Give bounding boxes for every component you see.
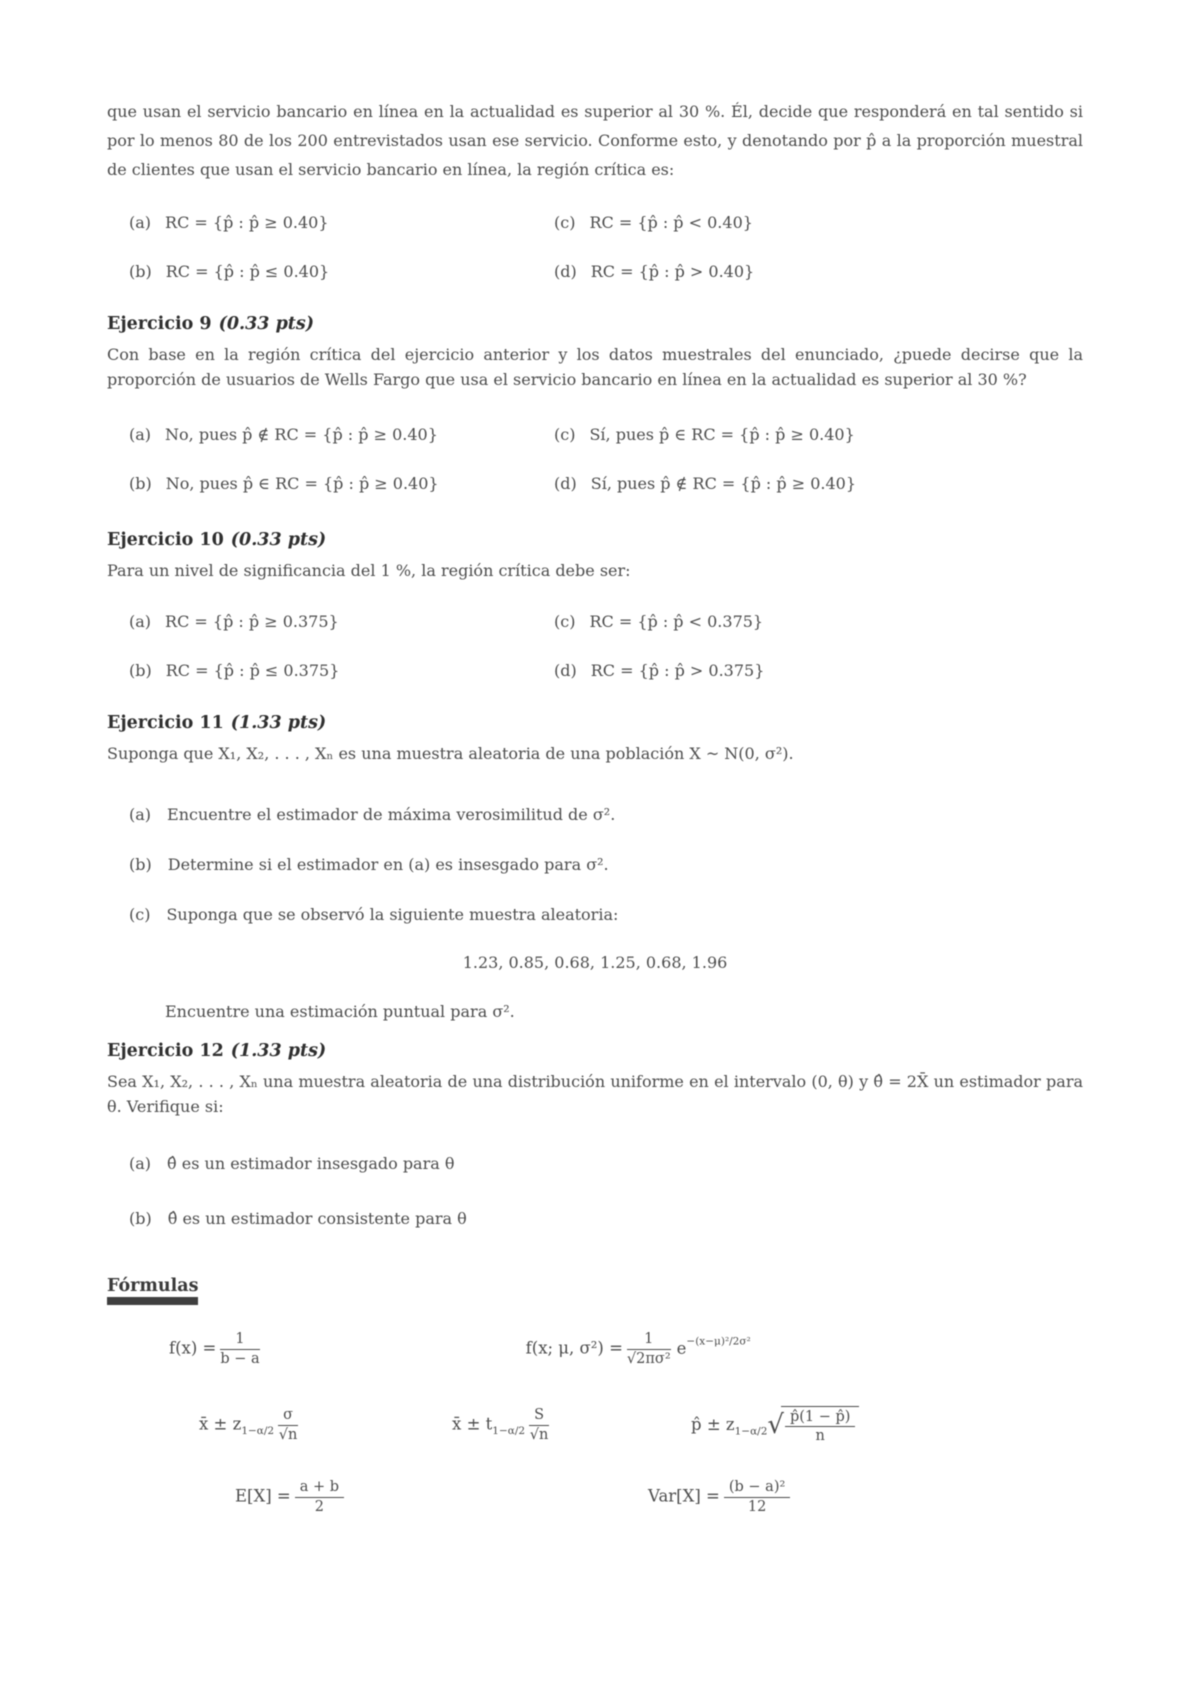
radical-symbol: √ [767,1410,784,1441]
option-label: (c) [554,425,576,444]
fraction [295,1479,344,1515]
fraction [278,1407,298,1443]
option-label: (a) [129,612,152,631]
option-label: (a) [129,425,152,444]
formulas-row-2 [107,1406,1083,1445]
sample-data-values: 1.23, 0.85, 0.68, 1.25, 0.68, 1.96 [462,953,728,972]
uniform-mean-formula [235,1479,348,1515]
item-text: θ̂ es un estimador insesgado para θ [167,1154,455,1173]
exercise-11-followup: Encuentre una estimación puntual para σ². [165,1002,515,1021]
fraction-numerator: S [529,1407,549,1426]
formula-lead: p̂ ± z [691,1414,735,1434]
fraction-denominator: √2πσ² [626,1350,671,1367]
option-text: No, pues p̂ ∈ RC = {p̂ : p̂ ≥ 0.40} [165,474,439,493]
item-c [129,902,1083,927]
fraction-denominator: b − a [220,1350,260,1367]
fraction [785,1409,855,1445]
item-label: (a) [129,1154,152,1173]
formula-lead: f(x) = [169,1338,217,1358]
fraction-denominator: n [815,1428,825,1445]
exercise-title: Ejercicio 10 [107,530,224,550]
formula-lead: x̄ ± z [199,1414,242,1434]
option-label: (d) [554,661,577,680]
exercise-points: (0.33 pts) [230,530,327,550]
option-text: RC = {p̂ : p̂ ≤ 0.375} [165,661,340,680]
exercise-12-heading [107,1041,1083,1061]
item-a [129,1151,1083,1176]
option-text: No, pues p̂ ∉ RC = {p̂ : p̂ ≥ 0.40} [165,425,438,444]
exp-base: e [676,1338,687,1358]
option-text: RC = {p̂ : p̂ > 0.375} [590,661,765,680]
fraction-numerator: σ [278,1407,298,1426]
exercise-title: Ejercicio 11 [107,713,224,733]
fraction-numerator: (b − a)² [724,1479,790,1498]
option-label: (c) [554,612,576,631]
option-c [554,210,1083,235]
formulas-row-3 [107,1479,1083,1515]
item-text: θ̂ es un estimador consistente para θ [167,1209,467,1228]
exercise-11-body: Suponga que X₁, X₂, . . . , Xₙ es una muestra aleatoria de una población X ~ N(0, σ²). [107,744,794,763]
item-label: (a) [129,805,152,824]
item-label: (c) [129,905,151,924]
option-label: (b) [129,262,152,281]
option-label: (c) [554,213,576,232]
radical-body [781,1406,859,1445]
option-a [129,609,554,634]
exercise-11-heading [107,713,1083,733]
item-label: (b) [129,855,152,874]
normal-pdf-formula [526,1331,751,1367]
exercise-10-body: Para un nivel de significancia del 1 %, la región crítica debe ser: [107,561,631,580]
fraction-denominator: 2 [314,1498,325,1515]
exercise-12-items [129,1151,1083,1231]
exercise-points: (1.33 pts) [230,1041,327,1061]
item-b [129,852,1083,877]
exercise-title: Ejercicio 12 [107,1041,224,1061]
exercise-points: (0.33 pts) [218,314,315,334]
option-b [129,658,554,683]
exercise-10-heading [107,530,1083,550]
exercise-title: Ejercicio 9 [107,314,212,334]
option-label: (d) [554,262,577,281]
exercise-12-body: Sea X₁, X₂, . . . , Xₙ una muestra aleatoria de una distribución uniforme en el intervalo (0, θ) y θ̂ = 2X̄ un estimador para θ. Verifique si: [107,1072,1083,1116]
option-text: RC = {p̂ : p̂ ≤ 0.40} [165,262,330,281]
option-label: (b) [129,661,152,680]
option-d [554,658,1083,683]
fraction-denominator: √n [278,1426,298,1443]
option-text: Sí, pues p̂ ∉ RC = {p̂ : p̂ ≥ 0.40} [590,474,857,493]
option-a [129,210,554,235]
formula-lead: E[X] = [235,1486,291,1506]
option-text: RC = {p̂ : p̂ ≥ 0.375} [165,612,339,631]
formula-lead: f(x; μ, σ²) = [525,1338,623,1358]
item-a [129,802,1083,827]
exercise-9-options [129,422,1083,496]
ci-mean-z-formula [199,1407,302,1443]
subscript: 1−α/2 [734,1425,768,1438]
exercise-10-options [129,609,1083,683]
option-a [129,422,554,447]
fraction-numerator: a + b [295,1479,344,1498]
formula-lead: x̄ ± t [452,1414,493,1434]
uniform-variance-formula [648,1479,794,1515]
option-b [129,259,554,284]
option-text: RC = {p̂ : p̂ < 0.40} [589,213,753,232]
exercise-9-body: Con base en la región crítica del ejercicio anterior y los datos muestrales del enunciado, ¿puede decirse que la proporción de usuarios de Wells Fargo que usa el servicio bancario en línea en la actualidad es superior al 30 %? [107,345,1083,389]
fraction-denominator: 12 [747,1498,767,1515]
uniform-pdf-formula [169,1331,264,1367]
subscript: 1−α/2 [492,1425,526,1438]
ci-proportion-formula [691,1406,859,1445]
intro-paragraph: que usan el servicio bancario en línea en la actualidad es superior al 30 %. Él, decide que responderá en tal sentido si por lo menos 80 de los 200 entrevistados usan ese servicio. Conforme esto, y denotando por p̂ a la proporción muestral de clientes que usan el servicio bancario en línea, la región crítica es: [107,102,1083,179]
fraction [529,1407,549,1443]
formulas-heading: Fórmulas [107,1277,198,1305]
exercise-9-heading [107,314,1083,334]
option-c [554,609,1083,634]
option-text: Sí, pues p̂ ∈ RC = {p̂ : p̂ ≥ 0.40} [589,425,855,444]
ci-mean-t-formula [452,1407,553,1443]
option-d [554,471,1083,496]
option-text: RC = {p̂ : p̂ ≥ 0.40} [165,213,329,232]
question-8-options [129,210,1083,284]
option-label: (b) [129,474,152,493]
subscript: 1−α/2 [241,1425,275,1438]
option-d [554,259,1083,284]
fraction-numerator: 1 [627,1331,671,1350]
fraction [724,1479,790,1515]
fraction-numerator: 1 [220,1331,259,1350]
option-label: (d) [554,474,577,493]
square-root [767,1406,859,1445]
formulas-row-1 [107,1331,1083,1367]
option-c [554,422,1083,447]
item-text: Encuentre el estimador de máxima verosimilitud de σ². [167,805,616,824]
item-text: Determine si el estimador en (a) es insesgado para σ². [167,855,609,874]
option-text: RC = {p̂ : p̂ < 0.375} [589,612,764,631]
option-label: (a) [129,213,152,232]
item-label: (b) [129,1209,152,1228]
formula-lead: Var[X] = [648,1486,720,1506]
item-b [129,1206,1083,1231]
item-text: Suponga que se observó la siguiente muestra aleatoria: [166,905,619,924]
option-b [129,471,554,496]
fraction-numerator: p̂(1 − p̂) [785,1409,855,1428]
exercise-points: (1.33 pts) [230,713,327,733]
fraction-denominator: √n [529,1426,549,1443]
exercise-11-items [129,802,1083,927]
exponent: −(x−μ)²/2σ² [686,1335,751,1348]
fraction [220,1331,259,1367]
fraction [627,1331,671,1367]
page-content [107,97,1083,1515]
option-text: RC = {p̂ : p̂ > 0.40} [590,262,755,281]
